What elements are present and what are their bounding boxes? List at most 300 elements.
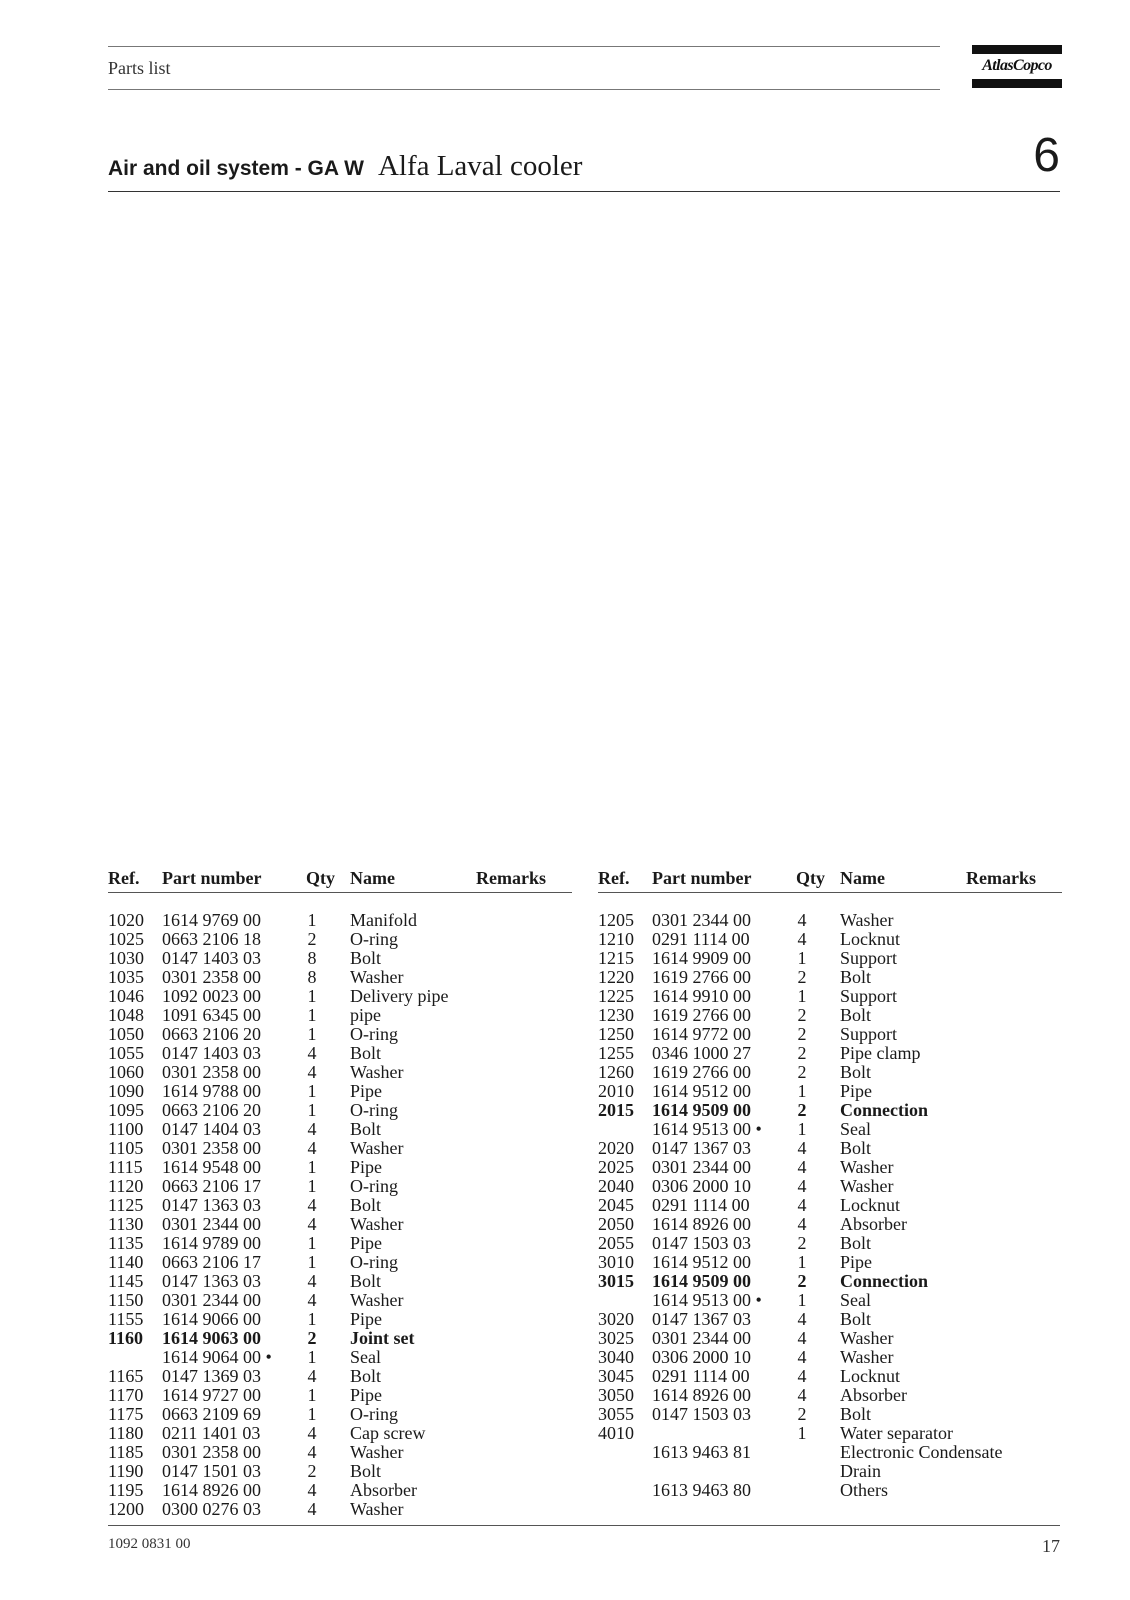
cell-qty: 1 <box>307 1385 317 1405</box>
table-row <box>108 1120 572 1139</box>
cell-part-number: 1614 9063 00 <box>162 1328 261 1348</box>
cell-part-number: 1614 9509 00 <box>652 1100 751 1120</box>
cell-qty: 4 <box>307 1214 317 1234</box>
cell-ref: 1180 <box>108 1423 144 1443</box>
cell-qty: 2 <box>307 929 317 949</box>
table-row <box>108 1253 572 1272</box>
cell-qty: 4 <box>797 1385 807 1405</box>
cell-name: Delivery pipe <box>350 986 449 1006</box>
cell-name: Pipe <box>350 1081 383 1101</box>
cell-part-number: 0147 1367 03 <box>652 1309 751 1329</box>
cell-qty: 2 <box>797 1062 807 1082</box>
cell-name: Bolt <box>350 1119 382 1139</box>
table-row <box>108 1405 572 1424</box>
cell-name: Pipe <box>840 1081 873 1101</box>
cell-ref: 3025 <box>598 1328 634 1348</box>
header-bottom-rule <box>108 89 940 90</box>
cell-part-number: 1614 9772 00 <box>652 1024 751 1044</box>
cell-qty: 2 <box>797 967 807 987</box>
table-row <box>108 1367 572 1386</box>
title-sub: Alfa Laval cooler <box>377 150 583 182</box>
table-header-rule <box>598 892 1062 893</box>
cell-ref: 2025 <box>598 1157 634 1177</box>
table-row <box>598 930 1062 949</box>
cell-part-number: 1614 9789 00 <box>162 1233 261 1253</box>
cell-part-number: 1614 9788 00 <box>162 1081 261 1101</box>
table-row <box>108 1139 572 1158</box>
table-row <box>598 1310 1062 1329</box>
table-row <box>598 1215 1062 1234</box>
table-row <box>598 1443 1062 1462</box>
table-row <box>108 987 572 1006</box>
cell-part-number: 0300 0276 03 <box>162 1499 261 1519</box>
cell-qty: 4 <box>307 1423 317 1443</box>
cell-ref: 2050 <box>598 1214 634 1234</box>
cell-qty: 1 <box>307 1024 317 1044</box>
cell-ref: 2020 <box>598 1138 634 1158</box>
document-number: 1092 0831 00 <box>108 1536 191 1552</box>
cell-qty: 4 <box>307 1119 317 1139</box>
col-part-number: Part number <box>162 868 262 888</box>
cell-part-number: 1614 8926 00 <box>652 1385 751 1405</box>
cell-part-number: 0663 2106 20 <box>162 1100 261 1120</box>
table-row <box>108 1500 572 1519</box>
cell-part-number: 0301 2358 00 <box>162 1442 261 1462</box>
cell-qty: 1 <box>307 1252 317 1272</box>
cell-qty: 2 <box>797 1233 807 1253</box>
cell-name: Pipe <box>350 1385 383 1405</box>
cell-name: pipe <box>350 1005 381 1025</box>
cell-name: Washer <box>350 1499 404 1519</box>
cell-ref: 3055 <box>598 1404 634 1424</box>
cell-part-number: 0301 2344 00 <box>162 1214 261 1234</box>
cell-name: Bolt <box>840 1062 872 1082</box>
cell-qty: 1 <box>307 1233 317 1253</box>
cell-qty: 1 <box>307 910 317 930</box>
cell-part-number: 0147 1403 03 <box>162 1043 261 1063</box>
cell-name: O-ring <box>350 1404 398 1424</box>
cell-ref: 3040 <box>598 1347 634 1367</box>
cell-ref: 1145 <box>108 1271 144 1291</box>
table-row <box>108 1348 572 1367</box>
cell-part-number: 1613 9463 80 <box>652 1480 751 1500</box>
title-rule <box>108 191 1060 192</box>
cell-part-number: 1614 9512 00 <box>652 1081 751 1101</box>
table-row <box>108 1044 572 1063</box>
cell-name: Absorber <box>840 1214 907 1234</box>
cell-name: Bolt <box>350 1043 382 1063</box>
cell-qty: 4 <box>307 1480 317 1500</box>
cell-ref: 1030 <box>108 948 144 968</box>
cell-part-number: 0301 2344 00 <box>652 1328 751 1348</box>
cell-ref: 1115 <box>108 1157 143 1177</box>
cell-qty: 4 <box>797 1366 807 1386</box>
cell-name: Bolt <box>350 1461 382 1481</box>
cell-ref: 2015 <box>598 1100 634 1120</box>
table-row <box>108 911 572 930</box>
cell-ref: 1020 <box>108 910 144 930</box>
cell-part-number: 0301 2358 00 <box>162 1138 261 1158</box>
cell-name: Washer <box>350 1290 404 1310</box>
table-row <box>108 1158 572 1177</box>
cell-part-number: 0147 1404 03 <box>162 1119 261 1139</box>
cell-name: Bolt <box>350 948 382 968</box>
cell-qty: 4 <box>797 1328 807 1348</box>
cell-name: Connection <box>840 1100 929 1120</box>
cell-ref: 1035 <box>108 967 144 987</box>
col-ref: Ref. <box>598 868 630 888</box>
table-row <box>598 1120 1062 1139</box>
table-row <box>598 1234 1062 1253</box>
cell-name: Locknut <box>840 929 900 949</box>
cell-qty: 4 <box>797 1157 807 1177</box>
cell-part-number: 1619 2766 00 <box>652 1062 751 1082</box>
cell-qty: 4 <box>797 929 807 949</box>
cell-name: Pipe <box>350 1309 383 1329</box>
cell-part-number: 0291 1114 00 <box>652 929 750 949</box>
cell-qty: 8 <box>307 948 317 968</box>
cell-name: Absorber <box>350 1480 417 1500</box>
cell-part-number: 1619 2766 00 <box>652 967 751 987</box>
cell-qty: 2 <box>307 1328 317 1348</box>
cell-part-number: 0663 2106 17 <box>162 1176 261 1196</box>
cell-part-number: 0147 1403 03 <box>162 948 261 968</box>
cell-part-number: 1614 8926 00 <box>652 1214 751 1234</box>
cell-ref: 1090 <box>108 1081 144 1101</box>
table-row <box>598 1272 1062 1291</box>
table-row <box>598 1196 1062 1215</box>
section-number: 6 <box>1033 129 1060 182</box>
cell-qty: 4 <box>307 1062 317 1082</box>
cell-ref: 1210 <box>598 929 634 949</box>
table-row <box>108 1272 572 1291</box>
cell-part-number: 0211 1401 03 <box>162 1423 261 1443</box>
cell-ref: 1160 <box>108 1328 144 1348</box>
cell-part-number: 0147 1367 03 <box>652 1138 751 1158</box>
cell-qty: 2 <box>797 1404 807 1424</box>
atlas-copco-logo <box>972 45 1062 89</box>
cell-part-number: 1614 9509 00 <box>652 1271 751 1291</box>
cell-name: Bolt <box>840 1138 872 1158</box>
cell-ref: 1125 <box>108 1195 144 1215</box>
logo-top-bar <box>972 45 1062 54</box>
cell-part-number: 0346 1000 27 <box>652 1043 751 1063</box>
cell-ref: 3020 <box>598 1309 634 1329</box>
cell-ref: 1170 <box>108 1385 144 1405</box>
cell-ref: 1155 <box>108 1309 144 1329</box>
table-body <box>598 911 1062 1500</box>
cell-ref: 3010 <box>598 1252 634 1272</box>
table-row <box>598 1329 1062 1348</box>
parts-table-right <box>598 868 1062 1500</box>
cell-part-number: 1614 9769 00 <box>162 910 261 930</box>
cell-qty: 4 <box>307 1195 317 1215</box>
cell-part-number: 1614 8926 00 <box>162 1480 261 1500</box>
cell-ref: 1255 <box>598 1043 634 1063</box>
cell-name: Seal <box>840 1119 871 1139</box>
cell-qty: 1 <box>307 1157 317 1177</box>
cell-name: Locknut <box>840 1195 900 1215</box>
cell-qty: 1 <box>307 1309 317 1329</box>
table-row <box>108 1101 572 1120</box>
cell-part-number: 1613 9463 81 <box>652 1442 751 1462</box>
cell-qty: 1 <box>797 948 807 968</box>
cell-name: Locknut <box>840 1366 900 1386</box>
cell-part-number: 1092 0023 00 <box>162 986 261 1006</box>
cell-part-number: 1619 2766 00 <box>652 1005 751 1025</box>
cell-part-number: 0147 1369 03 <box>162 1366 261 1386</box>
table-row <box>108 1443 572 1462</box>
cell-ref: 1185 <box>108 1442 144 1462</box>
table-row <box>598 1158 1062 1177</box>
cell-part-number: 1614 9066 00 <box>162 1309 261 1329</box>
parts-table-left <box>108 868 572 1519</box>
cell-ref: 1230 <box>598 1005 634 1025</box>
table-header <box>108 868 572 892</box>
table-row <box>108 1025 572 1044</box>
footer-rule <box>108 1525 1060 1526</box>
cell-ref: 1120 <box>108 1176 144 1196</box>
cell-name: Support <box>840 948 898 968</box>
cell-name: Washer <box>350 1214 404 1234</box>
cell-qty: 4 <box>797 1195 807 1215</box>
cell-qty: 4 <box>307 1138 317 1158</box>
cell-qty: 1 <box>797 1081 807 1101</box>
col-part-number: Part number <box>652 868 752 888</box>
table-row <box>598 1044 1062 1063</box>
table-row <box>598 1139 1062 1158</box>
cell-part-number: 0301 2344 00 <box>162 1290 261 1310</box>
cell-ref: 1205 <box>598 910 634 930</box>
cell-name: Bolt <box>350 1366 382 1386</box>
cell-qty: 2 <box>797 1271 807 1291</box>
cell-qty: 4 <box>307 1499 317 1519</box>
table-row <box>108 1006 572 1025</box>
table-row <box>108 930 572 949</box>
cell-name: Washer <box>840 1347 894 1367</box>
page-number: 17 <box>1042 1536 1060 1556</box>
table-row <box>108 1215 572 1234</box>
cell-ref: 1046 <box>108 986 144 1006</box>
table-row <box>108 949 572 968</box>
table-row <box>598 1462 1062 1481</box>
table-row <box>108 1291 572 1310</box>
col-qty: Qty <box>796 868 825 888</box>
cell-part-number: 0147 1501 03 <box>162 1461 261 1481</box>
col-qty: Qty <box>306 868 335 888</box>
cell-name: Seal <box>350 1347 381 1367</box>
cell-qty: 2 <box>797 1005 807 1025</box>
cell-name: Washer <box>350 1442 404 1462</box>
cell-name: O-ring <box>350 1100 398 1120</box>
cell-name: Electronic Condensate <box>840 1442 1003 1462</box>
cell-ref: 1175 <box>108 1404 144 1424</box>
cell-qty: 4 <box>797 1138 807 1158</box>
table-row <box>108 968 572 987</box>
cell-name: Bolt <box>840 967 872 987</box>
cell-ref: 1195 <box>108 1480 144 1500</box>
cell-name: Pipe <box>840 1252 873 1272</box>
cell-part-number: 0663 2106 18 <box>162 929 261 949</box>
cell-name: Support <box>840 986 898 1006</box>
cell-ref: 1225 <box>598 986 634 1006</box>
cell-part-number: 0147 1503 03 <box>652 1233 751 1253</box>
table-row <box>108 1082 572 1101</box>
cell-name: O-ring <box>350 1024 398 1044</box>
cell-name: Joint set <box>350 1328 415 1348</box>
table-row <box>598 911 1062 930</box>
cell-qty: 1 <box>797 1119 807 1139</box>
cell-part-number: 1614 9727 00 <box>162 1385 261 1405</box>
cell-ref: 1048 <box>108 1005 144 1025</box>
cell-name: Washer <box>350 1062 404 1082</box>
table-row <box>598 1082 1062 1101</box>
table-row <box>598 1006 1062 1025</box>
cell-ref: 1060 <box>108 1062 144 1082</box>
cell-name: Connection <box>840 1271 929 1291</box>
header-top-rule <box>108 46 940 47</box>
cell-qty: 2 <box>307 1461 317 1481</box>
col-name: Name <box>840 868 885 888</box>
cell-qty: 1 <box>307 1176 317 1196</box>
cell-ref: 3050 <box>598 1385 634 1405</box>
cell-qty: 1 <box>797 1290 807 1310</box>
cell-ref: 3015 <box>598 1271 634 1291</box>
cell-ref: 1165 <box>108 1366 144 1386</box>
cell-part-number: 0301 2344 00 <box>652 1157 751 1177</box>
table-header-rule <box>108 892 572 893</box>
table-body <box>108 911 572 1519</box>
table-row <box>598 949 1062 968</box>
col-name: Name <box>350 868 395 888</box>
col-remarks: Remarks <box>476 868 546 888</box>
table-row <box>108 1234 572 1253</box>
cell-qty: 8 <box>307 967 317 987</box>
cell-ref: 2045 <box>598 1195 634 1215</box>
cell-name: Others <box>840 1480 888 1500</box>
cell-name: Bolt <box>840 1005 872 1025</box>
cell-qty: 1 <box>307 1005 317 1025</box>
cell-qty: 4 <box>797 910 807 930</box>
cell-qty: 4 <box>307 1271 317 1291</box>
table-row <box>598 1253 1062 1272</box>
table-row <box>598 987 1062 1006</box>
cell-ref: 4010 <box>598 1423 634 1443</box>
cell-qty: 1 <box>307 1404 317 1424</box>
cell-part-number: 0147 1363 03 <box>162 1195 261 1215</box>
table-row <box>598 968 1062 987</box>
cell-name: Washer <box>350 967 404 987</box>
cell-ref: 1150 <box>108 1290 144 1310</box>
cell-part-number: 1614 9513 00 • <box>652 1119 762 1139</box>
logo-bottom-bar <box>972 79 1062 88</box>
cell-part-number: 0663 2106 17 <box>162 1252 261 1272</box>
col-remarks: Remarks <box>966 868 1036 888</box>
table-row <box>598 1025 1062 1044</box>
cell-qty: 2 <box>797 1043 807 1063</box>
table-row <box>108 1424 572 1443</box>
table-row <box>108 1481 572 1500</box>
cell-part-number: 1091 6345 00 <box>162 1005 261 1025</box>
cell-name: O-ring <box>350 1176 398 1196</box>
col-ref: Ref. <box>108 868 140 888</box>
cell-name: Drain <box>840 1461 881 1481</box>
cell-ref: 1095 <box>108 1100 144 1120</box>
cell-name: Absorber <box>840 1385 907 1405</box>
cell-name: Washer <box>350 1138 404 1158</box>
cell-part-number: 0306 2000 10 <box>652 1347 751 1367</box>
cell-qty: 4 <box>797 1347 807 1367</box>
cell-part-number: 0147 1363 03 <box>162 1271 261 1291</box>
table-row <box>598 1177 1062 1196</box>
table-row <box>598 1386 1062 1405</box>
cell-qty: 4 <box>797 1214 807 1234</box>
table-row <box>108 1196 572 1215</box>
cell-name: Cap screw <box>350 1423 426 1443</box>
cell-part-number: 0306 2000 10 <box>652 1176 751 1196</box>
cell-qty: 1 <box>307 1081 317 1101</box>
cell-ref: 1250 <box>598 1024 634 1044</box>
cell-part-number: 0301 2344 00 <box>652 910 751 930</box>
cell-ref: 1100 <box>108 1119 144 1139</box>
cell-ref: 1025 <box>108 929 144 949</box>
cell-name: Washer <box>840 1328 894 1348</box>
cell-part-number: 0147 1503 03 <box>652 1404 751 1424</box>
cell-part-number: 0663 2109 69 <box>162 1404 261 1424</box>
cell-ref: 1135 <box>108 1233 144 1253</box>
cell-qty: 1 <box>797 1252 807 1272</box>
cell-part-number: 1614 9064 00 • <box>162 1347 272 1367</box>
cell-name: Bolt <box>840 1309 872 1329</box>
cell-qty: 1 <box>307 1347 317 1367</box>
cell-qty: 4 <box>307 1366 317 1386</box>
cell-part-number: 0291 1114 00 <box>652 1195 750 1215</box>
cell-name: Bolt <box>840 1233 872 1253</box>
table-row <box>598 1405 1062 1424</box>
cell-part-number: 0301 2358 00 <box>162 967 261 987</box>
cell-qty: 1 <box>797 1423 807 1443</box>
table-row <box>598 1101 1062 1120</box>
cell-ref: 1140 <box>108 1252 144 1272</box>
table-row <box>598 1291 1062 1310</box>
cell-name: Manifold <box>350 910 417 930</box>
cell-name: Bolt <box>350 1271 382 1291</box>
cell-name: Pipe clamp <box>840 1043 921 1063</box>
cell-name: Seal <box>840 1290 871 1310</box>
table-row <box>108 1329 572 1348</box>
cell-name: Water separator <box>840 1423 953 1443</box>
cell-qty: 4 <box>797 1309 807 1329</box>
cell-ref: 1105 <box>108 1138 144 1158</box>
cell-ref: 2055 <box>598 1233 634 1253</box>
table-row <box>598 1481 1062 1500</box>
table-row <box>598 1424 1062 1443</box>
cell-ref: 1220 <box>598 967 634 987</box>
cell-name: Bolt <box>350 1195 382 1215</box>
cell-ref: 2040 <box>598 1176 634 1196</box>
cell-name: Support <box>840 1024 898 1044</box>
cell-part-number: 1614 9512 00 <box>652 1252 751 1272</box>
table-row <box>108 1462 572 1481</box>
cell-qty: 2 <box>797 1100 807 1120</box>
cell-part-number: 0301 2358 00 <box>162 1062 261 1082</box>
cell-name: Pipe <box>350 1233 383 1253</box>
cell-part-number: 1614 9513 00 • <box>652 1290 762 1310</box>
header-label: Parts list <box>108 58 171 78</box>
cell-name: Pipe <box>350 1157 383 1177</box>
page-title <box>108 150 582 183</box>
cell-name: Bolt <box>840 1404 872 1424</box>
